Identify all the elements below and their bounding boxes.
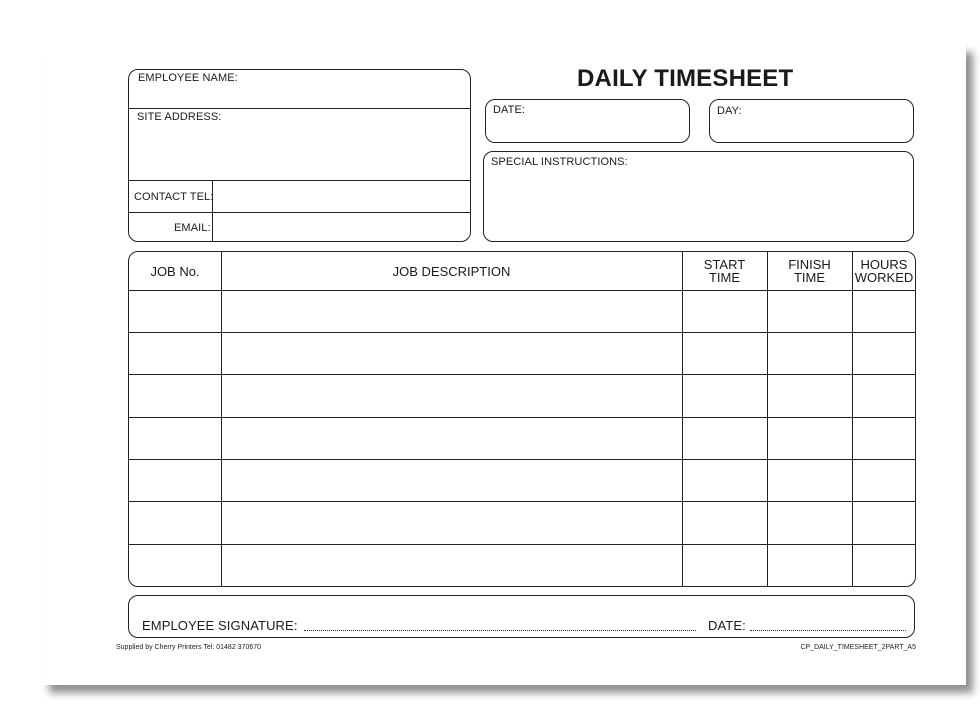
header-job-description: JOB DESCRIPTION — [392, 264, 511, 279]
column-divider — [852, 252, 853, 586]
date-field-box — [485, 99, 690, 143]
column-divider — [767, 252, 768, 586]
supplier-note: Supplied by Cherry Printers Tel: 01482 370670 — [116, 644, 262, 651]
table-row — [129, 290, 915, 291]
column-divider — [682, 252, 683, 586]
divider — [212, 180, 213, 242]
special-instructions-box — [483, 151, 914, 242]
site-address-label: SITE ADDRESS: — [137, 111, 222, 123]
jobs-table — [128, 251, 916, 587]
table-row — [129, 417, 915, 418]
header-finish-time: FINISH TIME — [788, 257, 831, 285]
signature-box — [128, 595, 915, 638]
contact-tel-label: CONTACT TEL: — [134, 191, 214, 203]
signature-line — [304, 630, 696, 631]
header-hours-worked: HOURS WORKED — [854, 257, 914, 285]
special-instructions-label: SPECIAL INSTRUCTIONS: — [491, 156, 628, 168]
column-divider — [221, 252, 222, 586]
divider — [129, 108, 470, 109]
form-code: CP_DAILY_TIMESHEET_2PART_A5 — [800, 644, 916, 651]
employee-name-label: EMPLOYEE NAME: — [138, 72, 238, 84]
signature-date-label: DATE: — [708, 618, 746, 633]
table-row — [129, 332, 915, 333]
divider — [129, 180, 470, 181]
table-row — [129, 459, 915, 460]
signature-date-line — [750, 630, 906, 631]
day-field-box — [709, 99, 914, 143]
header-job-no: JOB No. — [150, 264, 200, 279]
table-row — [129, 544, 915, 545]
date-label: DATE: — [493, 104, 526, 116]
employee-signature-label: EMPLOYEE SIGNATURE: — [142, 618, 298, 633]
timesheet-sheet — [42, 44, 966, 685]
header-start-time: START TIME — [703, 257, 746, 285]
day-label: DAY: — [717, 105, 742, 117]
divider — [129, 212, 470, 213]
table-row — [129, 374, 915, 375]
email-label: EMAIL: — [174, 222, 211, 234]
employee-details-box — [128, 69, 471, 242]
form-title: DAILY TIMESHEET — [577, 65, 794, 92]
table-row — [129, 501, 915, 502]
